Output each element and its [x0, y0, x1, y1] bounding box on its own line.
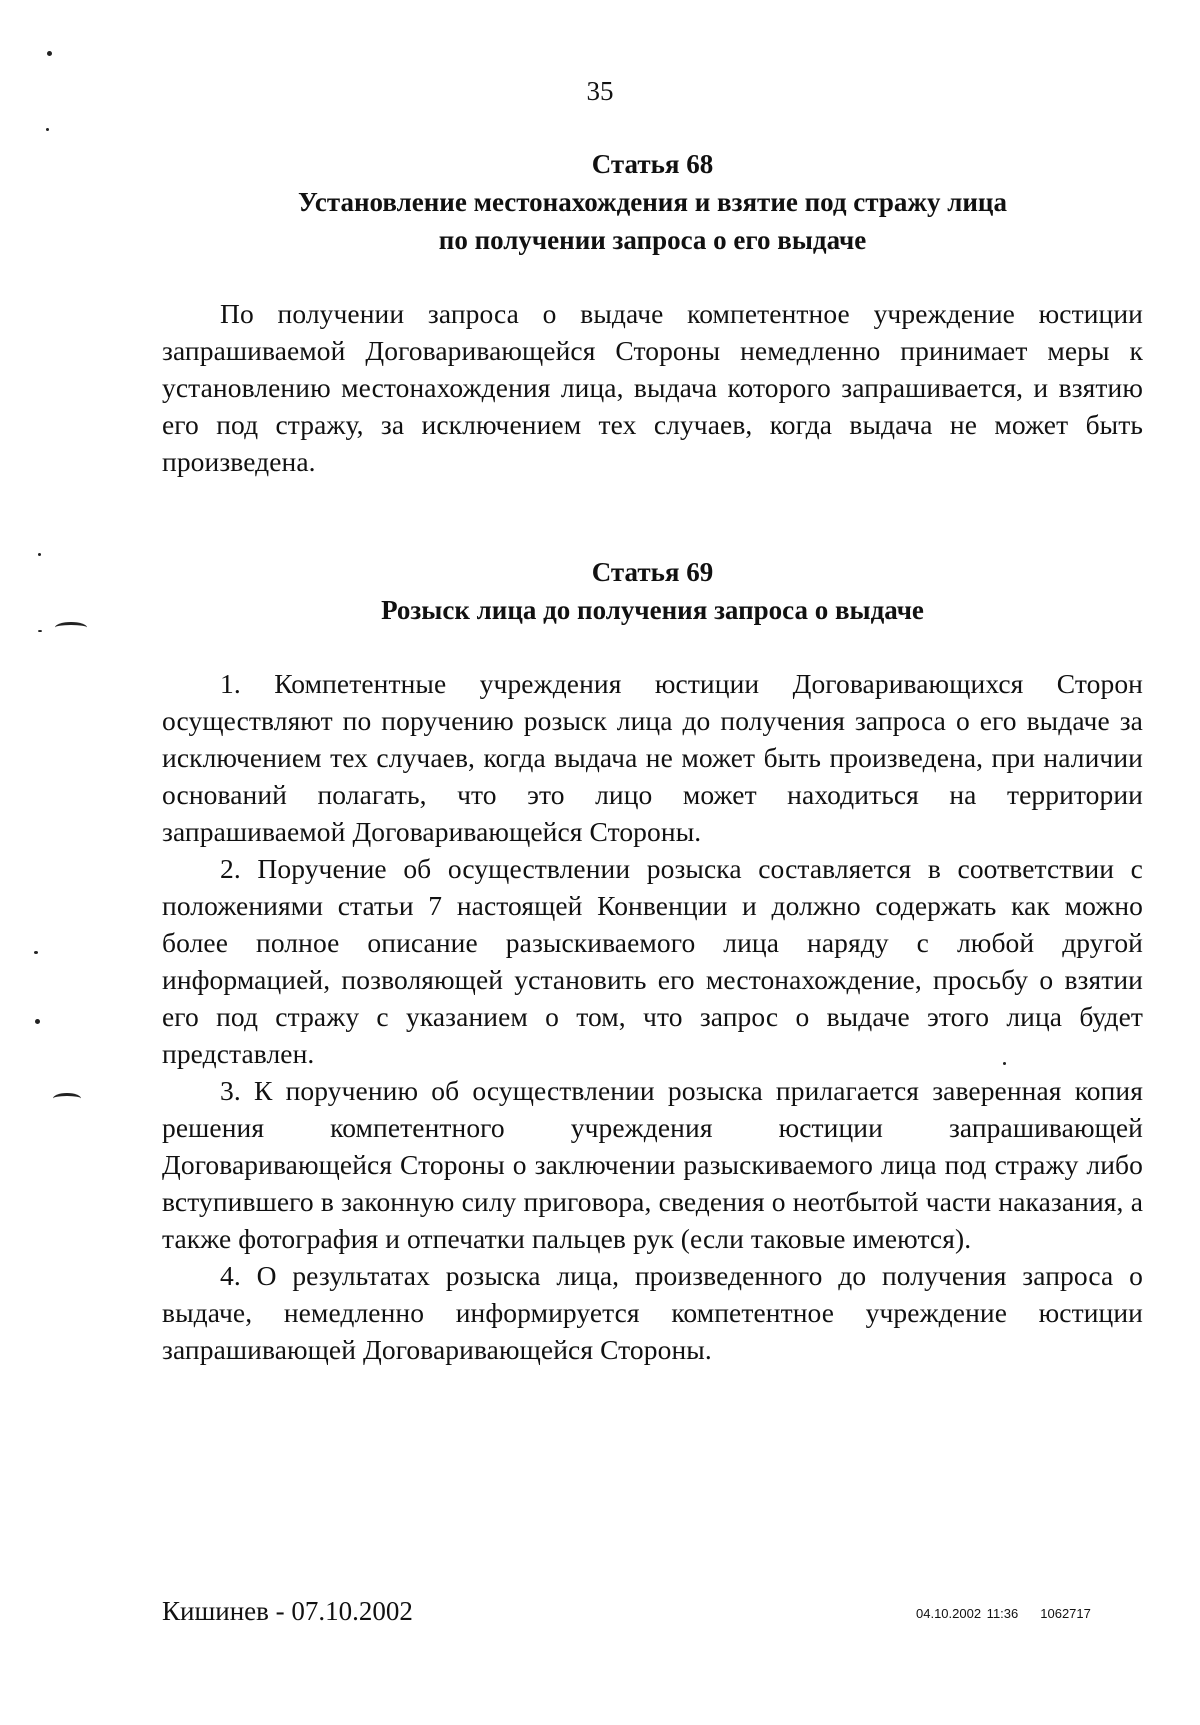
article-title: [162, 591, 1143, 629]
footer-place-date: Кишинев - 07.10.2002: [162, 1596, 413, 1626]
scan-speck: [47, 51, 52, 56]
article-paragraph: 3. К поручению об осуществлении розыска прилагается заверенная копия решения компетентного учреждения юстиции запрашивающей Договаривающейся Стороны о заключении разыскиваемого лица под стражу либо вступившего в законную силу приговора, сведения о неотбытой части наказания, а также фотография и отпечатки пальцев рук (если таковые имеются).: [162, 1075, 1143, 1254]
stamp-datetime: 04.10.2002 11:36: [916, 1606, 1019, 1621]
article-title: [162, 183, 1143, 259]
scan-speck: [35, 1019, 40, 1024]
scan-hole-mark: [53, 1093, 81, 1104]
article-label: Статья 69: [591, 557, 714, 587]
article-label: Статья 68: [591, 149, 714, 179]
stamp-number: 1062717: [1040, 1606, 1091, 1621]
article-paragraph: 1. Компетентные учреждения юстиции Договаривающихся Сторон осуществляют по поручению розыск лица до получения запроса о его выдаче за исключением тех случаев, когда выдача не может быть произведена, при наличии оснований полагать, что это лицо может находиться на территории запрашиваемой Договаривающейся Стороны.: [162, 668, 1143, 847]
article-paragraph: 4. О результатах розыска лица, произведенного до получения запроса о выдаче, немедленно информируется компетентное учреждение юстиции запрашивающей Договаривающейся Стороны.: [162, 1260, 1143, 1365]
scan-speck: [1003, 1062, 1006, 1065]
scan-speck: [38, 553, 41, 556]
scan-speck: [46, 128, 49, 131]
scan-speck: [34, 951, 38, 954]
article-paragraph: 2. Поручение об осуществлении розыска составляется в соответствии с положениями статьи 7 настоящей Конвенции и должно содержать как можно более полное описание разыскиваемого лица наряду с любой другой информацией, позволяющей установить его местонахождение, просьбу о взятии его под стражу с указанием о том, что запрос о выдаче этого лица будет представлен.: [162, 853, 1143, 1069]
article-69: [162, 553, 1143, 1368]
article-title-line: Розыск лица до получения запроса о выдаче: [381, 595, 924, 625]
article-title-line: по получении запроса о его выдаче: [438, 225, 867, 255]
article-68: [162, 145, 1143, 480]
article-paragraph: По получении запроса о выдаче компетентное учреждение юстиции запрашиваемой Договаривающейся Стороны немедленно принимает меры к установлению местонахождения лица, выдача которого запрашивается, и взятию его под стражу, за исключением тех случаев, когда выдача не может быть произведена.: [162, 298, 1143, 477]
article-title-line: Установление местонахождения и взятие под стражу лица: [298, 187, 1007, 217]
scan-hole-mark: [55, 622, 87, 633]
scan-speck: [38, 630, 42, 632]
page-number: 35: [586, 76, 614, 106]
footer-stamp: [916, 1606, 1091, 1622]
